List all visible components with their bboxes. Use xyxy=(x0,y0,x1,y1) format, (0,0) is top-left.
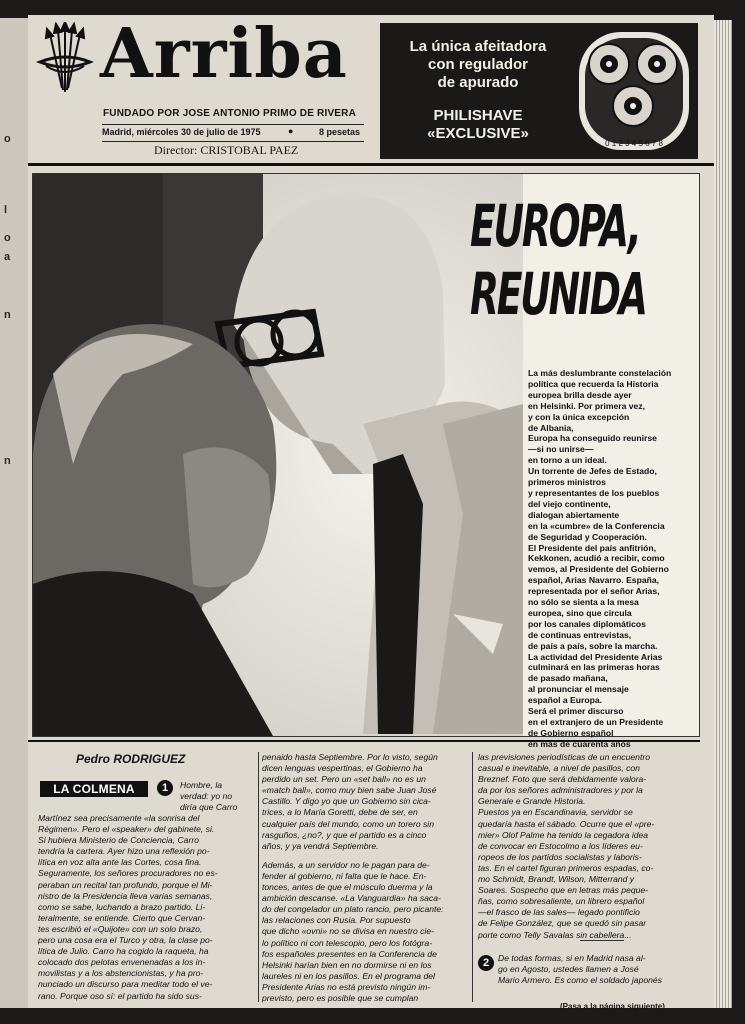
ad-brand xyxy=(380,107,576,143)
text-line: Kekkonen, acudió a recibir, como xyxy=(528,553,665,564)
text-line: nunciado un discurso para meditar todo el ve- xyxy=(38,979,213,990)
text-line: las previsiones periodísticas de un encuentro xyxy=(478,752,650,762)
text-line: Castillo. Y digo yo que un Gobierno sin cica- xyxy=(262,796,431,807)
adjacent-page-strip xyxy=(0,18,30,1008)
text-line: rano. Porque oso sí: el partido ha sido sus- xyxy=(38,990,202,1001)
text-line: perdido un set. Pero un «set ball» no es un xyxy=(262,774,426,785)
text-line: español, Arias Navarro. España, xyxy=(528,575,660,586)
strip-letter: n xyxy=(4,309,11,321)
text-line: que dicho «ovni» no se divisa en nuestro cie- xyxy=(262,926,434,937)
ad-dial-numbers: 0 1 2 3 4 5 6 7 8 xyxy=(605,139,663,148)
text-line: tas. En el cartel figuran primeros espadas, co- xyxy=(478,862,654,873)
text-line: Si hubiera Ministerio de Conciencia, Carro xyxy=(38,835,199,846)
text-line: teralmente, se entiende. Cierto que Cervan- xyxy=(38,912,206,923)
text-line: laureles ni en los pasillos. En el programa del xyxy=(262,970,435,981)
text-line: europea, sino que circula xyxy=(528,607,632,618)
text-line: europea brilla desde ayer xyxy=(528,389,632,400)
column-3-continued xyxy=(498,953,696,986)
newspaper-title: Arriba xyxy=(100,14,348,94)
text-line: Hombre, la xyxy=(180,780,223,790)
text-line: lo político ni con telescopio, pero los fotógra- xyxy=(262,937,433,948)
text-line: —si no unirse— xyxy=(528,444,594,455)
text-line: ambición descanse. «La Vanguardia» ha saca- xyxy=(262,893,441,904)
text-line: fos españoles presentes en la Conferencia de xyxy=(262,948,437,959)
byline: Pedro RODRIGUEZ xyxy=(76,752,186,766)
text-line: en Helsinki. Por primera vez, xyxy=(528,400,646,411)
text-line: dicen lenguas vespertinas, el Gobierno ha xyxy=(262,763,423,774)
text-line: primeros ministros xyxy=(528,477,606,488)
text-line: do del congelador un plato rancio, pero picante: xyxy=(262,904,444,915)
text-line: fender al gobierno, ni falta que le hace. En- xyxy=(262,870,427,881)
column-rule xyxy=(472,752,473,1002)
text-line: al pronunciar el mensaje xyxy=(528,684,629,695)
text-line: porte como Telly Savalas sin cabellera... xyxy=(478,929,632,940)
text-line: Generale e Grande Historia. xyxy=(478,796,586,807)
text-line: Será el primer discurso xyxy=(528,706,624,717)
text-line: previsto, pero es posible que se cumplan xyxy=(262,992,419,1003)
ad-brand-name: PHILISHAVE xyxy=(433,107,523,124)
text-line: en torno a un ideal. xyxy=(528,455,607,466)
column-rule xyxy=(258,752,259,1002)
text-line: de Gobierno español xyxy=(528,727,614,738)
text-line: Además, a un servidor no le pagan para de- xyxy=(262,859,430,870)
text-line: La más deslumbrante constelación xyxy=(528,368,672,378)
text-line: de país a país, sobre la marcha. xyxy=(528,640,658,651)
column-1-head xyxy=(180,780,252,813)
text-line: lítica de Julio. Carro ha cogido la raqueta, ha xyxy=(38,946,209,957)
text-line: dialogan abiertamente xyxy=(528,509,620,520)
issue-date: Madrid, miércoles 30 de julio de 1975 xyxy=(102,127,261,137)
text-line: representada por el señor Arias, xyxy=(528,586,660,597)
text-line: peraban un recital tan profundo, porque el Mi- xyxy=(38,879,213,890)
shaver-head-icon xyxy=(573,26,695,156)
text-line: de convocar en Estocolmo a los líderes eu- xyxy=(478,840,643,851)
text-line: mo Schmidt, Brandt, Wilson, Mitterrand y xyxy=(478,874,635,885)
text-line: ñas, como sobresaliente, un librero español xyxy=(478,896,645,907)
text-line: como se sabe, luchando a brazo partido. Li- xyxy=(38,901,206,912)
strip-letter: o xyxy=(4,232,11,244)
text-line: colocado dos pelotas envenenadas a los in- xyxy=(38,957,206,968)
ad-slogan xyxy=(380,38,576,92)
issue-price: 8 pesetas xyxy=(318,127,360,137)
text-line: las relaciones con Rusia. Por supuesto xyxy=(262,915,411,926)
text-line: penaido hasta Septiembre. Por lo visto, según xyxy=(262,752,438,762)
text-line: Martínez sea precisamente «la sonrisa del xyxy=(38,813,200,823)
text-line: de continuas entrevistas, xyxy=(528,629,632,640)
ad-line: de apurado xyxy=(437,74,519,91)
strip-letter: a xyxy=(4,251,11,263)
column-1 xyxy=(38,813,252,1002)
text-line: da por los señores administradores y por la xyxy=(478,785,643,796)
headline-line: EUROPA, xyxy=(470,192,640,260)
column-3 xyxy=(478,752,696,941)
text-line: nistro de la Presidencia lleva varias semanas, xyxy=(38,890,213,901)
text-line: pero una cosa era el Turco y otra, la clase po- xyxy=(38,935,213,946)
dateline xyxy=(102,124,364,142)
masthead-rule xyxy=(28,163,714,166)
text-line: Presidente Arias no está previsto ningún im- xyxy=(262,981,431,992)
text-line: y con la única excepción xyxy=(528,411,630,422)
item-number-2: 2 xyxy=(478,955,494,971)
text-line: Un torrente de Jefes de Estado, xyxy=(528,466,657,477)
director-line: Director: CRISTOBAL PAEZ xyxy=(154,143,299,157)
column-2 xyxy=(262,752,468,1004)
text-line: no sólo se sienta a la mesa xyxy=(528,597,639,608)
text-line: La actividad del Presidente Arias xyxy=(528,651,663,662)
page-edge xyxy=(714,20,732,1008)
strip-letter: n xyxy=(4,455,11,467)
text-line: años, y ya vendrá Septiembre. xyxy=(262,840,379,851)
text-line: Seguramente, los señores procuradores no es- xyxy=(38,868,218,879)
text-line: —el frasco de las sales— legado pontificio xyxy=(478,907,640,918)
text-line: Breznef. Foto que será debidamente valora- xyxy=(478,774,647,785)
text-line: mier» Olof Palme ha tenido la cegadora idea xyxy=(478,829,649,840)
text-line: diría que Carro xyxy=(180,802,238,813)
text-line: tendría la cartera. Ayer hizo una reflexión po- xyxy=(38,846,210,857)
text-line: en más de cuarenta años xyxy=(528,738,631,749)
text-line: en la «cumbre» de la Conferencia xyxy=(528,520,665,531)
ad-brand-model: «EXCLUSIVE» xyxy=(427,125,529,142)
item-number-1: 1 xyxy=(157,780,173,796)
section-separator xyxy=(580,940,624,941)
ad-line: con regulador xyxy=(427,56,528,73)
text-line: de pasado mañana, xyxy=(528,673,608,684)
text-line: movilistas y a los abstencionistas, y ha pro- xyxy=(38,968,204,979)
text-line: rasguños, ¿no?, y que el partido es a cinco xyxy=(262,829,427,840)
text-line: de Albania, xyxy=(528,422,574,433)
text-line: y representantes de los pueblos xyxy=(528,487,660,498)
bullet-separator: ● xyxy=(288,126,294,136)
text-line: Mario Armero. Es como el soldado japonés xyxy=(498,975,662,986)
text-line: del viejo continente, xyxy=(528,498,611,509)
text-line: Soares. Sospecho que en letras más peque- xyxy=(478,885,649,896)
text-line: política que recuerda la Historia xyxy=(528,378,659,389)
text-line: Puestos ya en Escandinavia, servidor se xyxy=(478,807,633,818)
lead-article-text xyxy=(528,368,696,750)
text-line: quedaría hasta el sábado. Ocurre que el «pre- xyxy=(478,818,655,829)
text-line: cualquier país del mundo, como un torero sin xyxy=(262,818,434,829)
text-line: de Seguridad y Cooperación. xyxy=(528,531,647,542)
text-line: de Felipe González, que se quedó sin pasar xyxy=(478,918,647,929)
founded-line: FUNDADO POR JOSE ANTONIO PRIMO DE RIVERA xyxy=(103,108,357,119)
text-line: ropeos de los partidos socialistas y laboris- xyxy=(478,851,642,862)
text-line: Régimen». Pero el «speaker» del gabinete, si. xyxy=(38,824,215,835)
text-line: go en Agosto, ustedes llamen a José xyxy=(498,964,639,975)
text-line: en el extranjero de un Presidente xyxy=(528,717,664,727)
text-line: tes escribió el «Quijote» con un solo brazo, xyxy=(38,923,203,934)
text-line: culminará en las primeras horas xyxy=(528,662,660,673)
ad-line: La única afeitadora xyxy=(409,38,547,55)
text-line: por los canales diplomáticos xyxy=(528,618,646,629)
text-line xyxy=(262,852,468,860)
strip-letter: l xyxy=(4,204,8,216)
text-line: Europa ha conseguido reunirse xyxy=(528,433,657,444)
text-line: lítica en voz alta ante las Cortes, cosa fina. xyxy=(38,857,202,868)
headline-line: REUNIDA xyxy=(470,260,646,328)
main-headline xyxy=(470,192,646,328)
text-line: casual e inevitable, a nivel de pasillos, con xyxy=(478,763,640,774)
philishave-advert xyxy=(380,23,698,159)
text-line: «match ball», como muy bien sabe Juan José xyxy=(262,785,437,796)
text-line: español a Europa. xyxy=(528,695,603,706)
news-photograph xyxy=(33,174,523,736)
text-line: Helsinki harían bien en no dormirse ni en los xyxy=(262,959,432,970)
section-label: LA COLMENA xyxy=(40,781,148,797)
text-line: El Presidente del país anfitrión, xyxy=(528,542,656,553)
text-line: De todas formas, si en Madrid nasa al- xyxy=(498,953,646,963)
text-line: trices, a lo María Goretti, debe de ser, en xyxy=(262,807,418,818)
text-line: verdad: yo no xyxy=(180,791,233,802)
continued-note: (Pasa a la página siguiente) xyxy=(560,1002,665,1011)
text-line: vemos, al Presidente del Gobierno xyxy=(528,564,669,575)
yoke-and-arrows-icon xyxy=(36,22,94,100)
text-line: tonces, antes de que el músculo duerma y la xyxy=(262,882,433,893)
strip-letter: o xyxy=(4,133,11,145)
